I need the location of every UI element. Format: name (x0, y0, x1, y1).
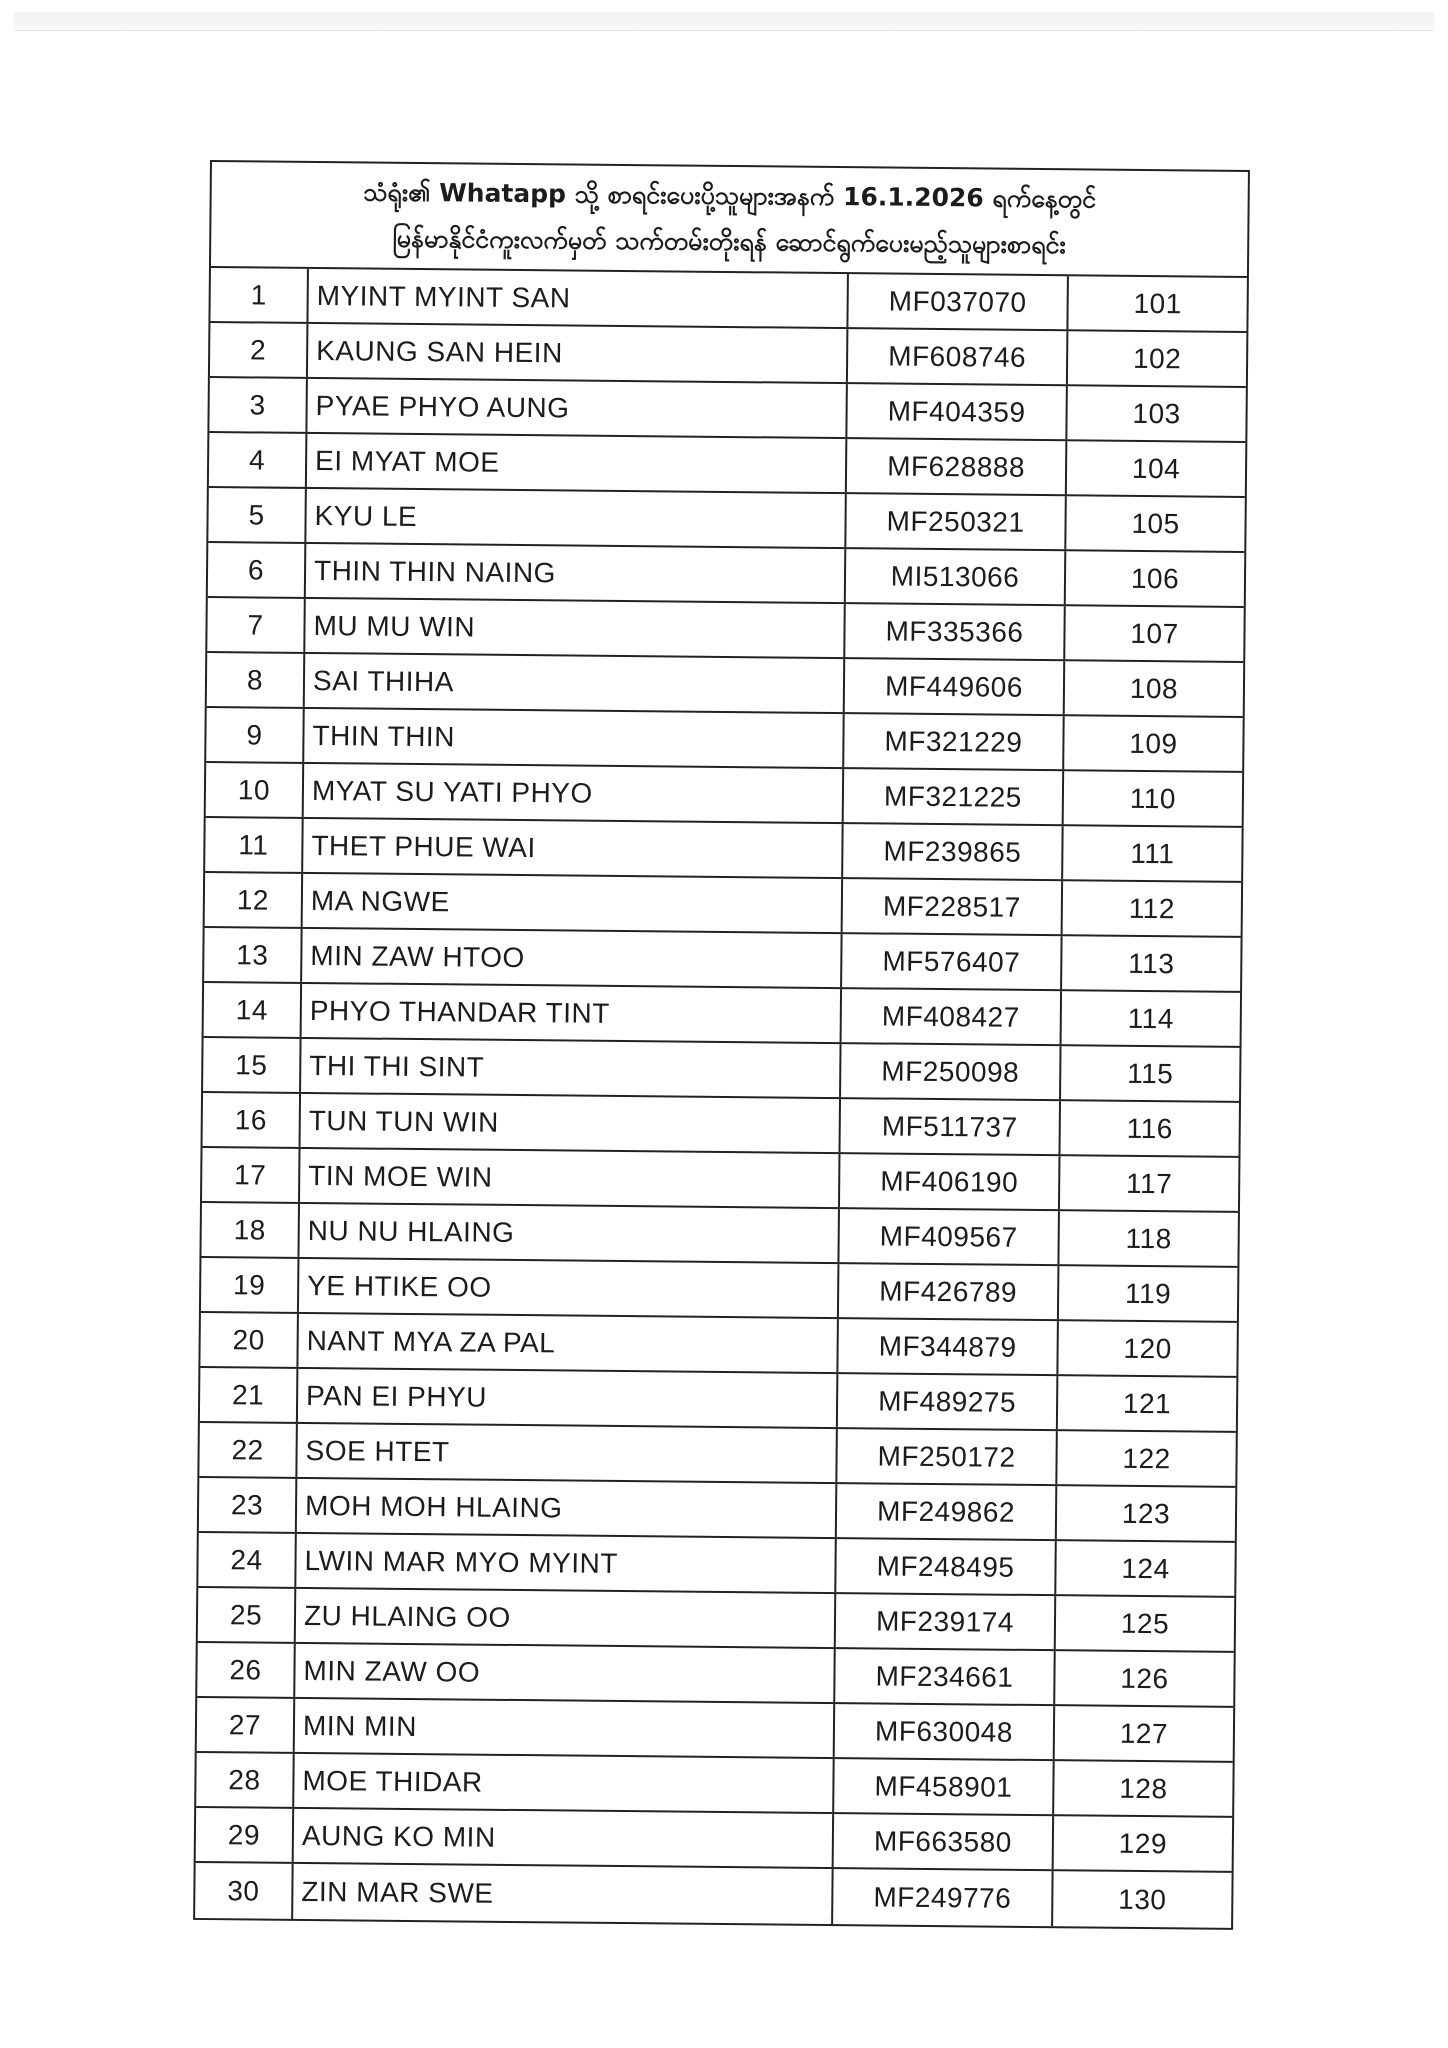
table-row (199, 1423, 1235, 1488)
queue-number: 117 (1058, 1156, 1239, 1211)
passport-number: MF449606 (843, 659, 1063, 714)
table-row (198, 1533, 1234, 1598)
passport-number: MF239174 (834, 1594, 1054, 1649)
queue-number: 126 (1053, 1651, 1234, 1706)
queue-number: 127 (1053, 1706, 1234, 1761)
table-row (208, 543, 1244, 608)
person-name: MIN MIN (293, 1699, 833, 1757)
row-number: 25 (229, 1598, 263, 1631)
person-name: TUN TUN WIN (299, 1094, 839, 1152)
row-number: 24 (230, 1543, 263, 1576)
passport-number: MF511737 (839, 1099, 1059, 1154)
queue-number: 114 (1060, 991, 1241, 1046)
queue-number: 129 (1052, 1816, 1233, 1871)
row-number: 10 (237, 773, 271, 806)
passport-number: MF321229 (842, 714, 1062, 769)
person-name: AUNG KO MIN (292, 1809, 832, 1867)
table-row (208, 488, 1244, 553)
passport-number: MF628888 (845, 439, 1065, 494)
passport-number: MF250098 (839, 1044, 1059, 1099)
person-name: PYAE PHYO AUNG (305, 379, 845, 437)
table-body (195, 268, 1247, 1928)
queue-number: 109 (1062, 716, 1243, 771)
passport-number: MF406190 (838, 1154, 1058, 1209)
row-number: 15 (235, 1048, 268, 1081)
row-number: 13 (236, 938, 269, 971)
title-line-1: သံရုံး၏ Whatapp သို့ စာရင်းပေးပို့သူများအနက် 16.1.2026 ရက်နေ့တွင် (363, 177, 1097, 214)
queue-number: 110 (1062, 771, 1243, 826)
table-row (207, 598, 1243, 663)
table-row (203, 1038, 1239, 1103)
passport-number: MF321225 (842, 769, 1062, 824)
person-name: MU MU WIN (303, 599, 843, 657)
person-name: KYU LE (304, 489, 844, 547)
queue-number: 121 (1056, 1376, 1237, 1431)
table-row (201, 1203, 1237, 1268)
table-row (205, 818, 1241, 883)
passport-number: MF228517 (841, 879, 1061, 934)
person-name: THIN THIN (302, 709, 842, 767)
passport-number: MF489275 (836, 1374, 1056, 1429)
row-number: 9 (246, 718, 263, 751)
row-number: 4 (248, 443, 266, 476)
queue-number: 118 (1057, 1211, 1238, 1266)
passport-number: MF234661 (833, 1649, 1053, 1704)
queue-number: 112 (1061, 881, 1242, 936)
person-name: THI THI SINT (299, 1039, 839, 1097)
row-number: 26 (229, 1653, 262, 1686)
queue-number: 119 (1057, 1266, 1238, 1321)
passport-number: MF335366 (843, 604, 1063, 659)
person-name: NU NU HLAING (297, 1204, 837, 1262)
person-name: MIN ZAW OO (293, 1644, 833, 1702)
queue-number: 116 (1058, 1101, 1239, 1156)
row-number: 19 (232, 1268, 266, 1301)
passport-number: MF458901 (832, 1759, 1052, 1814)
person-name: KAUNG SAN HEIN (306, 324, 846, 382)
person-name: MA NGWE (301, 874, 841, 932)
queue-number: 108 (1063, 661, 1244, 716)
queue-number: 130 (1051, 1871, 1232, 1928)
table-row (203, 1093, 1239, 1158)
queue-number: 120 (1056, 1321, 1237, 1376)
row-number: 28 (228, 1763, 261, 1796)
passport-number: MF239865 (841, 824, 1061, 879)
row-number: 16 (234, 1103, 268, 1136)
person-name: THIN THIN NAING (304, 544, 844, 602)
person-name: ZIN MAR SWE (291, 1864, 832, 1924)
passport-number: MF248495 (834, 1539, 1054, 1594)
queue-number: 107 (1063, 606, 1244, 661)
table-row (196, 1808, 1232, 1873)
passport-number: MF404359 (845, 384, 1065, 439)
person-name: SAI THIHA (303, 654, 843, 712)
table-row (207, 653, 1243, 718)
passport-number: MI513066 (844, 549, 1064, 604)
queue-number: 102 (1066, 331, 1247, 386)
row-number: 2 (249, 333, 267, 366)
table-row (209, 378, 1245, 443)
table-row (199, 1478, 1235, 1543)
table-row (210, 323, 1246, 388)
passport-number: MF608746 (846, 329, 1066, 384)
queue-number: 106 (1064, 551, 1245, 606)
person-name: SOE HTET (295, 1424, 835, 1482)
person-name: MYINT MYINT SAN (306, 269, 846, 327)
row-number: 5 (248, 498, 265, 531)
row-number: 11 (238, 828, 269, 861)
name-list-table (193, 160, 1250, 1930)
row-number: 27 (228, 1708, 262, 1741)
row-number: 29 (227, 1818, 261, 1851)
queue-number: 113 (1060, 936, 1241, 991)
queue-number: 124 (1054, 1541, 1235, 1596)
table-row (204, 983, 1240, 1048)
table-row (195, 1863, 1231, 1928)
passport-number: MF344879 (836, 1319, 1056, 1374)
queue-number: 104 (1065, 441, 1246, 496)
table-row (201, 1258, 1237, 1323)
table-row (210, 268, 1246, 333)
table-row (202, 1148, 1238, 1213)
passport-number: MF426789 (837, 1264, 1057, 1319)
queue-number: 122 (1055, 1431, 1236, 1486)
table-row (209, 433, 1245, 498)
passport-number: MF250321 (844, 494, 1064, 549)
queue-number: 111 (1061, 826, 1242, 881)
person-name: EI MYAT MOE (305, 434, 845, 492)
scan-edge (14, 12, 1434, 31)
passport-number: MF249776 (831, 1869, 1052, 1926)
person-name: MIN ZAW HTOO (300, 929, 840, 987)
row-number: 1 (250, 278, 267, 311)
passport-number: MF408427 (840, 989, 1060, 1044)
row-number: 12 (236, 883, 270, 916)
passport-number: MF249862 (835, 1484, 1055, 1539)
person-name: MYAT SU YATI PHYO (302, 764, 842, 822)
person-name: YE HTIKE OO (297, 1259, 837, 1317)
queue-number: 128 (1052, 1761, 1233, 1816)
row-number: 18 (233, 1213, 266, 1246)
row-number: 8 (246, 663, 264, 696)
queue-number: 103 (1065, 386, 1246, 441)
table-row (204, 928, 1240, 993)
passport-number: MF250172 (835, 1429, 1055, 1484)
person-name: NANT MYA ZA PAL (296, 1314, 836, 1372)
person-name: PAN EI PHYU (296, 1369, 836, 1427)
table-row (197, 1698, 1233, 1763)
passport-number: MF037070 (846, 274, 1066, 329)
table-row (200, 1368, 1236, 1433)
table-row (196, 1753, 1232, 1818)
passport-number: MF409567 (837, 1209, 1057, 1264)
queue-number: 105 (1064, 496, 1245, 551)
queue-number: 125 (1054, 1596, 1235, 1651)
table-title (211, 162, 1248, 278)
row-number: 3 (249, 388, 266, 421)
row-number: 30 (227, 1874, 260, 1907)
table-row (206, 708, 1242, 773)
person-name: PHYO THANDAR TINT (300, 984, 840, 1042)
row-number: 20 (232, 1323, 265, 1356)
person-name: ZU HLAING OO (294, 1589, 834, 1647)
queue-number: 115 (1059, 1046, 1240, 1101)
table-row (197, 1643, 1233, 1708)
row-number: 6 (247, 553, 265, 586)
table-row (198, 1588, 1234, 1653)
row-number: 21 (231, 1378, 265, 1411)
row-number: 14 (235, 993, 269, 1026)
passport-number: MF663580 (832, 1814, 1052, 1869)
row-number: 7 (247, 608, 264, 641)
title-line-2: မြန်မာနိုင်ငံကူးလက်မှတ် သက်တမ်းတိုးရန် ဆောင်ရွက်ပေးမည့်သူများစာရင်း (392, 223, 1067, 260)
queue-number: 101 (1066, 276, 1247, 331)
queue-number: 123 (1055, 1486, 1236, 1541)
passport-number: MF576407 (840, 934, 1060, 989)
table-row (205, 873, 1241, 938)
person-name: TIN MOE WIN (298, 1149, 838, 1207)
passport-number: MF630048 (833, 1704, 1053, 1759)
person-name: MOH MOH HLAING (295, 1479, 835, 1537)
table-row (200, 1313, 1236, 1378)
person-name: MOE THIDAR (292, 1754, 832, 1812)
person-name: LWIN MAR MYO MYINT (294, 1534, 834, 1592)
row-number: 23 (230, 1488, 264, 1521)
row-number: 22 (231, 1433, 264, 1466)
person-name: THET PHUE WAI (301, 819, 841, 877)
table-row (206, 763, 1242, 828)
row-number: 17 (234, 1158, 267, 1191)
